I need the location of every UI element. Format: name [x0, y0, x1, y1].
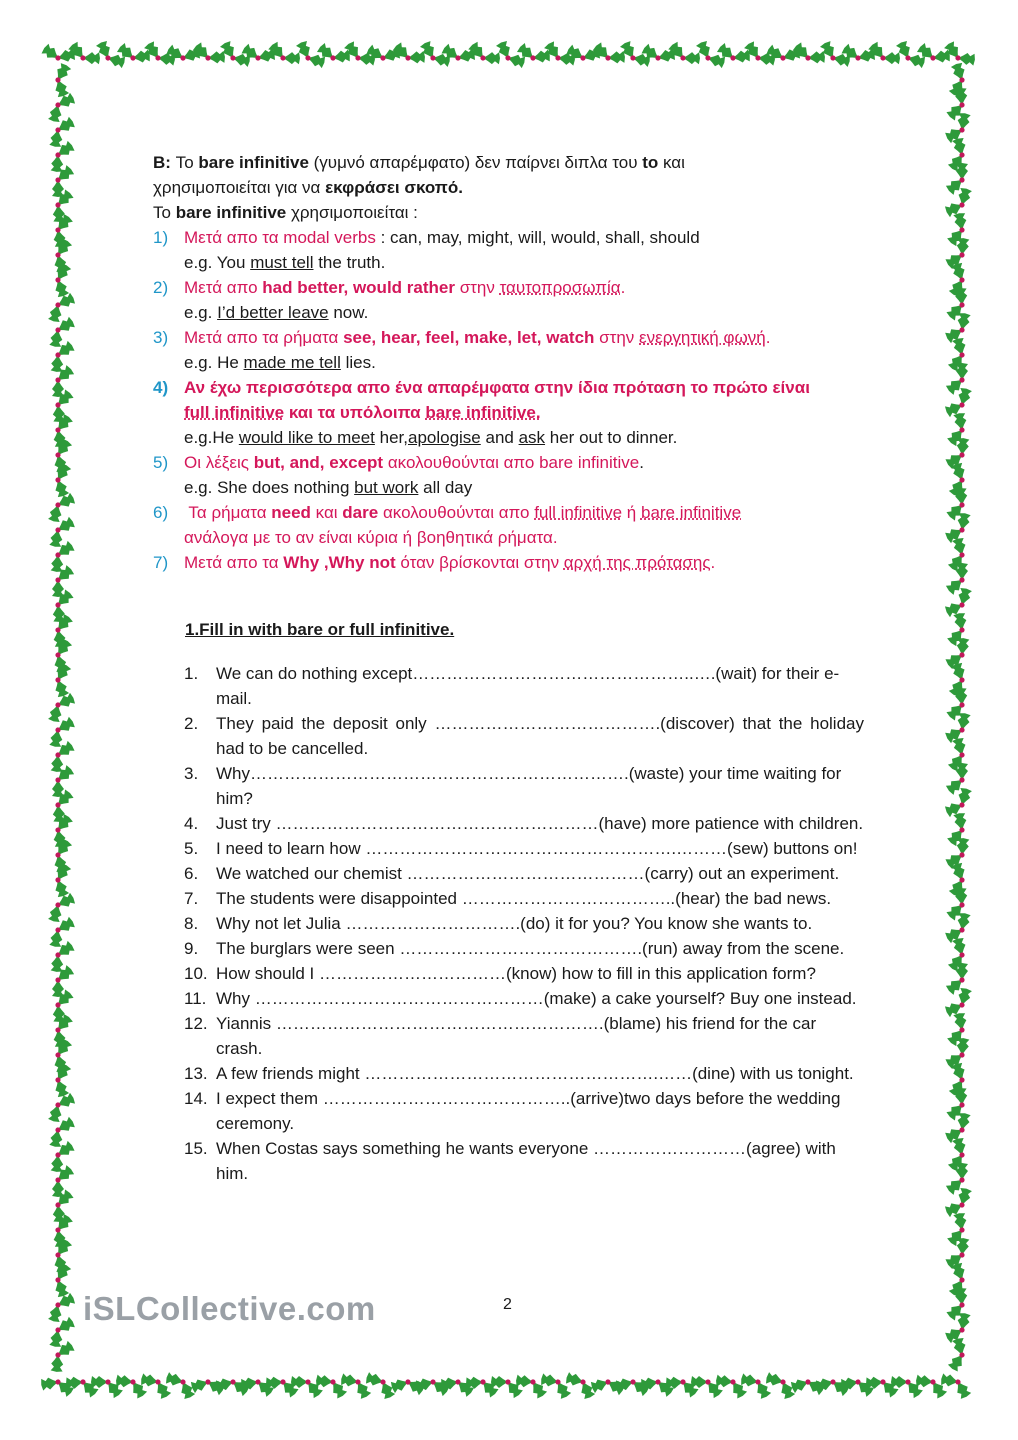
holly-leaf-icon — [47, 660, 76, 698]
exercise-item-text: I expect them ……………………………………..(arrive)two days before the wedding ceremony. — [216, 1089, 841, 1133]
exercise-item-number: 14. — [184, 1089, 208, 1108]
exercise-item — [184, 661, 864, 711]
exercise-item-number: 15. — [184, 1139, 208, 1158]
rule-7: 7) Μετά απο τα Why ,Why not όταν βρίσκονται στην αρχή της πρότασης. — [153, 553, 716, 572]
exercise-item — [184, 836, 864, 861]
exercise-item — [184, 911, 864, 936]
exercise-item — [184, 1011, 864, 1061]
rule-6-line-2: ανάλογα με το αν είναι κύρια ή βοηθητικά ρήματα. — [184, 528, 558, 547]
rule-6: 6) Τα ρήματα need και dare ακολουθούνται απο full infinitive ή bare infinitive — [153, 503, 742, 522]
holly-border-top — [40, 40, 980, 76]
intro-line-3: Το bare infinitive χρησιμοποιείται : — [153, 203, 418, 222]
holly-leaf-icon — [944, 812, 971, 848]
exercise-item — [184, 861, 864, 886]
exercise-item-number: 6. — [184, 864, 199, 883]
exercise-item-number: 11. — [184, 989, 207, 1008]
holly-leaf-icon — [163, 40, 201, 69]
exercise-item — [184, 961, 864, 986]
holly-border-right — [944, 40, 980, 1400]
holly-leaf-icon — [640, 1373, 676, 1400]
exercise-item-text: How should I ……………………………(know) how to fill in this application form? — [216, 964, 816, 983]
holly-leaf-icon — [47, 260, 76, 298]
rule-3-example: e.g. He made me tell lies. — [184, 353, 376, 372]
rule-5: 5) Οι λέξεις but, and, except ακολουθούνται απο bare infinitive. — [153, 453, 644, 472]
holly-leaf-icon — [944, 1012, 971, 1048]
exercise-item-text: A few friends might …………………………………………….……(dine) with us tonight. — [216, 1064, 854, 1083]
rule-2-example: e.g. I’d better leave now. — [184, 303, 369, 322]
holly-leaf-icon — [363, 40, 401, 69]
exercise-item-number: 7. — [184, 889, 199, 908]
rule-4-example: e.g.He would like to meet her,apologise and ask her out to dinner. — [184, 428, 678, 447]
exercise-item-number: 3. — [184, 764, 199, 783]
exercise-item-text: We watched our chemist ……………………………………(carry) out an experiment. — [216, 864, 840, 883]
holly-leaf-icon — [944, 412, 971, 448]
exercise-item-number: 4. — [184, 814, 199, 833]
rule-4-line-2: full infinitive και τα υπόλοιπα bare infinitive. — [184, 403, 541, 422]
holly-leaf-icon — [440, 1373, 476, 1400]
holly-leaf-icon — [47, 60, 76, 98]
holly-leaf-icon — [47, 860, 76, 898]
exercise-item-text: We can do nothing except…………………………………………..….(wait) for their e-mail. — [216, 664, 840, 708]
exercise-item-text: When Costas says something he wants everyone ………………………(agree) with him. — [216, 1139, 836, 1183]
holly-leaf-icon — [944, 212, 971, 248]
rule-4: 4) Αν έχω περισσότερα απο ένα απαρέμφατα στην ίδια πρόταση το πρώτο είναι — [153, 378, 810, 397]
holly-leaf-icon — [944, 612, 971, 648]
exercise-item-number: 1. — [184, 664, 199, 683]
exercise-item-number: 9. — [184, 939, 199, 958]
holly-leaf-icon — [944, 1337, 972, 1374]
exercise-item — [184, 936, 864, 961]
intro-line-2: χρησιμοποιείται για να εκφράσει σκοπό. — [153, 178, 463, 197]
holly-border-bottom — [40, 1364, 980, 1400]
holly-leaf-icon — [944, 1212, 971, 1248]
exercise-item-text: Why ……………………………………………(make) a cake yourself? Buy one instead. — [216, 989, 857, 1008]
exercise-item-text: Just try …………………………………………………(have) more patience with children. — [216, 814, 864, 833]
exercise-item-text: The burglars were seen …………………………………….(run) away from the scene. — [216, 939, 845, 958]
holly-leaf-icon — [47, 1060, 76, 1098]
holly-border-left — [40, 40, 76, 1400]
holly-leaf-icon — [47, 460, 76, 498]
holly-leaf-icon — [944, 137, 972, 174]
intro-line-1: B: Το bare infinitive (γυμνό απαρέμφατο) δεν παίρνει διπλα του to και — [153, 153, 685, 172]
exercise-item — [184, 1061, 864, 1086]
exercise-item-number: 13. — [184, 1064, 208, 1083]
exercise-item — [184, 986, 864, 1011]
exercise-item-text: The students were disappointed ………………………………..(hear) the bad news. — [216, 889, 832, 908]
holly-leaf-icon — [944, 1137, 972, 1174]
holly-leaf-icon — [47, 1260, 76, 1298]
holly-leaf-icon — [563, 40, 601, 69]
rule-1-example: e.g. You must tell the truth. — [184, 253, 386, 272]
exercise-item — [184, 1086, 864, 1136]
holly-leaf-icon — [840, 1373, 876, 1400]
holly-leaf-icon — [944, 937, 972, 974]
rule-1: 1) Μετά απο τα modal verbs : can, may, might, will, would, shall, should — [153, 228, 700, 247]
exercise-item — [184, 886, 864, 911]
exercise-item — [184, 811, 864, 836]
exercise-item-number: 2. — [184, 714, 199, 733]
exercise-item-text: I need to learn how ……………………………………………….………(sew) buttons on! — [216, 839, 858, 858]
exercise-item-number: 10. — [184, 964, 208, 983]
page-number: 2 — [503, 1296, 512, 1313]
exercise-item-text: Why not let Julia ………………………….(do) it for you? You know she wants to. — [216, 914, 813, 933]
exercise-item — [184, 711, 864, 761]
holly-leaf-icon — [240, 1373, 276, 1400]
exercise-item-text: Why………………………………………………………….(waste) your time waiting for him? — [216, 764, 842, 808]
grammar-notes — [153, 150, 865, 575]
exercise-item — [184, 761, 864, 811]
exercise-list — [184, 661, 864, 1186]
exercise-item-text: Yiannis ………………………………………………….(blame) his friend for the car crash. — [216, 1014, 817, 1058]
site-watermark: iSLCollective.com — [83, 1290, 376, 1327]
exercise-item-number: 5. — [184, 839, 199, 858]
exercise-item-number: 12. — [184, 1014, 208, 1033]
holly-leaf-icon — [944, 737, 972, 774]
rule-5-example: e.g. She does nothing but work all day — [184, 478, 473, 497]
rule-3: 3) Μετά απο τα ρήματα see, hear, feel, make, let, watch στην ενεργητική φωνή. — [153, 328, 771, 347]
rule-2: 2) Μετά απο had better, would rather στην ταυτοπροσωπία. — [153, 278, 626, 297]
holly-leaf-icon — [944, 537, 972, 574]
exercise-item-text: They paid the deposit only ………………………………….(discover) that the holiday had to be cancelled. — [216, 714, 864, 758]
exercise-item-number: 8. — [184, 914, 199, 933]
exercise-title: 1.Fill in with bare or full infinitive. — [185, 620, 455, 639]
holly-leaf-icon — [763, 40, 801, 69]
holly-leaf-icon — [944, 337, 972, 374]
exercise-item — [184, 1136, 864, 1186]
